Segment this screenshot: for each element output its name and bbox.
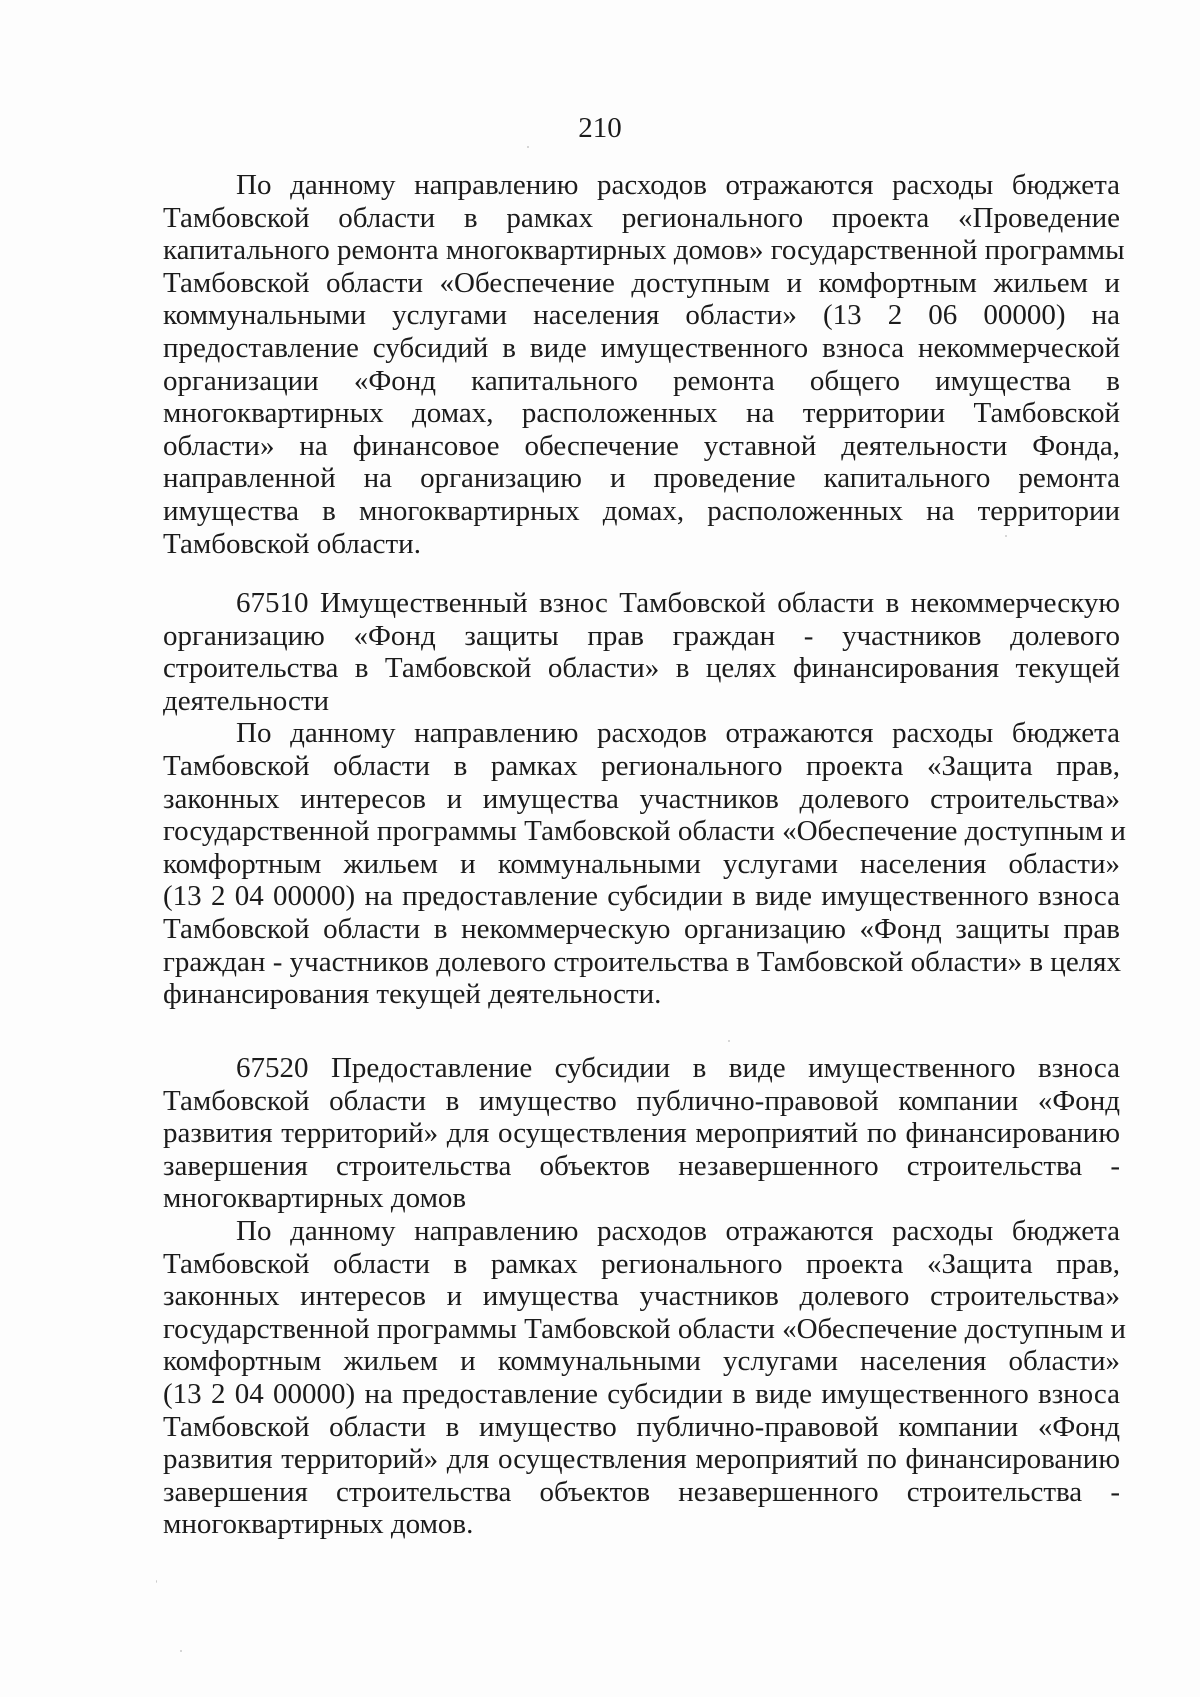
section-heading-line: развития территорий» для осуществления мероприятий по финансированию [163,1117,1120,1150]
text-line: Тамбовской области. [163,527,421,560]
section-heading-line: деятельности [163,684,330,717]
text-line: (13 2 04 00000) на предоставление субсидии в виде имущественного взноса [163,880,1120,913]
section-heading-line: завершения строительства объектов незавершенного строительства - [163,1149,1120,1182]
text-line: Тамбовской области в рамках регионального проекта «Проведение [163,201,1120,234]
scan-speck [156,1580,157,1583]
section-heading-line: Тамбовской области в имущество публично-правовой компании «Фонд [163,1084,1120,1117]
text-line: Тамбовской области в рамках регионального проекта «Защита прав, [163,749,1120,782]
text-line: законных интересов и имущества участников долевого строительства» [163,1280,1120,1313]
text-line: коммунальными услугами населения области» (13 2 06 00000) на [163,299,1120,332]
text-line: государственной программы Тамбовской области «Обеспечение доступным и [163,815,1126,848]
text-line: предоставление субсидий в виде имущественного взноса некоммерческой [163,331,1120,364]
text-line: финансирования текущей деятельности. [163,978,662,1011]
text-line: комфортным жильем и коммунальными услугами населения области» [163,847,1120,880]
section-heading-line: многоквартирных домов [163,1182,467,1215]
section-heading-line: 67520 Предоставление субсидии в виде имущественного взноса [236,1052,1120,1084]
text-line: имущества в многоквартирных домах, расположенных на территории [163,494,1120,527]
scan-speck [180,1650,182,1652]
text-line: Тамбовской области в некоммерческую организацию «Фонд защиты прав [163,912,1120,945]
text-line: граждан - участников долевого строительства в Тамбовской области» в целях [163,945,1122,978]
text-line: завершения строительства объектов незавершенного строительства - [163,1475,1120,1508]
section-heading-line: строительства в Тамбовской области» в целях финансирования текущей [163,652,1120,685]
text-line: По данному направлению расходов отражаются расходы бюджета [236,1214,1120,1247]
text-line: По данному направлению расходов отражаются расходы бюджета [236,169,1120,201]
paragraph-capital-repair [163,169,1125,560]
text-line: государственной программы Тамбовской области «Обеспечение доступным и [163,1312,1126,1345]
text-line: (13 2 04 00000) на предоставление субсидии в виде имущественного взноса [163,1377,1120,1410]
text-line: законных интересов и имущества участников долевого строительства» [163,782,1120,815]
text-line: Тамбовской области в рамках регионального проекта «Защита прав, [163,1247,1120,1280]
scan-speck [1005,535,1007,537]
text-line: многоквартирных домов. [163,1508,474,1541]
section-67510 [163,587,1126,1011]
scan-speck [527,146,529,148]
section-heading-line: организацию «Фонд защиты прав граждан - участников долевого [163,619,1120,652]
text-line: многоквартирных домах, расположенных на территории Тамбовской [163,397,1120,430]
text-line: комфортным жильем и коммунальными услугами населения области» [163,1345,1120,1378]
text-line: развития территорий» для осуществления мероприятий по финансированию [163,1443,1120,1476]
page-number: 210 [578,112,622,144]
section-67520 [163,1052,1126,1541]
scan-speck [728,1040,730,1042]
text-line: области» на финансовое обеспечение уставной деятельности Фонда, [163,429,1120,462]
section-heading-line: 67510 Имущественный взнос Тамбовской области в некоммерческую [236,587,1120,619]
text-line: Тамбовской области в имущество публично-правовой компании «Фонд [163,1410,1120,1443]
text-line: По данному направлению расходов отражаются расходы бюджета [236,717,1120,750]
text-line: Тамбовской области «Обеспечение доступным и комфортным жильем и [163,266,1120,299]
text-line: капитального ремонта многоквартирных домов» государственной программы [163,234,1125,267]
text-line: направленной на организацию и проведение капитального ремонта [163,462,1120,495]
text-line: организации «Фонд капитального ремонта общего имущества в [163,364,1120,397]
